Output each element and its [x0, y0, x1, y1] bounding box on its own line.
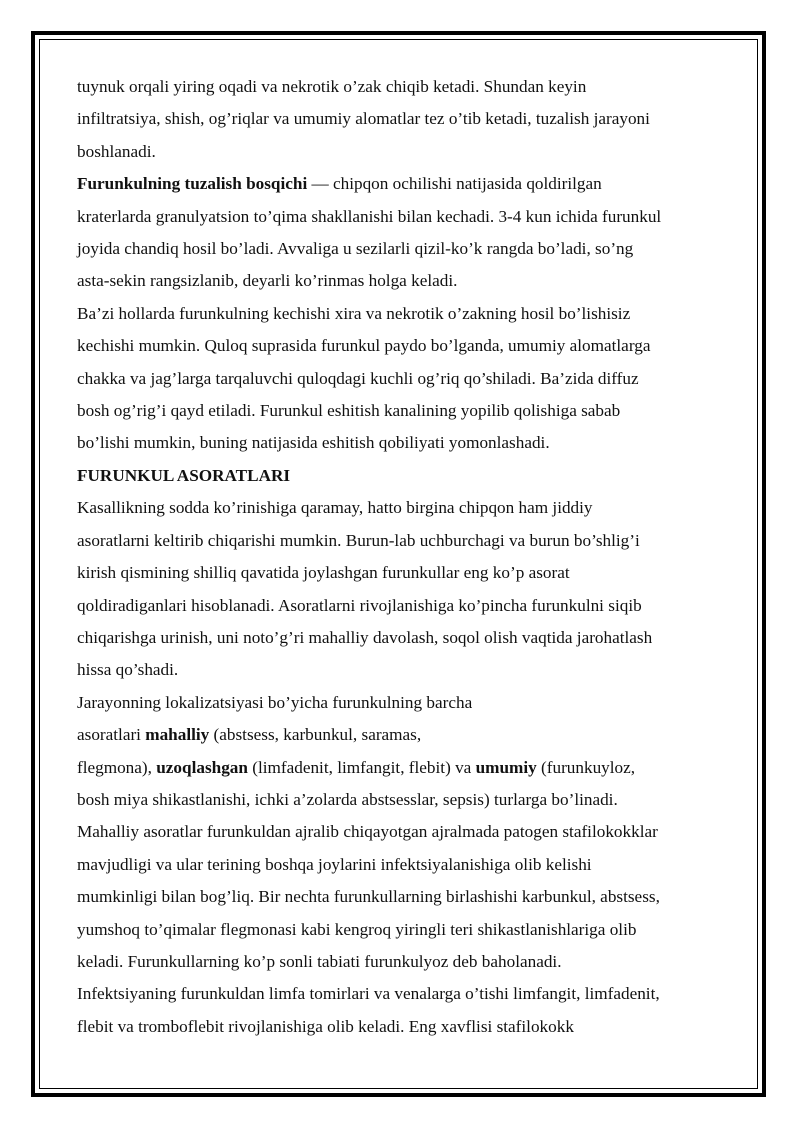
text-line: infiltratsiya, shish, og’riqlar va umumiy alomatlar tez o’tib ketadi, tuzalish jarayoni: [77, 109, 650, 129]
bold-term: uzoqlashgan: [156, 757, 248, 777]
text-line: flegmona),: [77, 757, 157, 777]
text-line: (limfadenit, limfangit, flebit) va: [247, 757, 476, 777]
text-line: tuynuk orqali yiring oqadi va nekrotik o’zak chiqib ketadi. Shundan keyin: [77, 77, 587, 96]
text-line: — chipqon ochilishi natijasida qoldirilgan: [307, 174, 602, 194]
text-line: asoratlari: [77, 725, 146, 745]
text-line: qoldiradiganlari hisoblanadi. Asoratlarni rivojlanishiga ko’pincha furunkulni siqib: [77, 595, 642, 615]
text-line: bosh og’rig’i qayd etiladi. Furunkul eshitish kanalining yopilib qolishiga sabab: [77, 401, 621, 421]
text-line: bo’lishi mumkin, buning natijasida eshitish qobiliyati yomonlashadi.: [77, 433, 550, 453]
text-line: (furunkuyloz,: [536, 757, 636, 777]
text-line: asta-sekin rangsizlanib, deyarli ko’rinmas holga keladi.: [77, 271, 458, 291]
text-line: bosh miya shikastlanishi, ichki a’zolarda abstsesslar, sepsis) turlarga bo’linadi.: [77, 789, 618, 809]
paragraph-local-complications: [77, 816, 747, 978]
text-line: Ba’zi hollarda furunkulning kechishi xira va nekrotik o’zakning hosil bo’lishisiz: [77, 303, 631, 323]
text-line: boshlanadi.: [77, 141, 156, 161]
text-line: joyida chandiq hosil bo’ladi. Avvaliga u sezilarli qizil-ko’k rangda bo’ladi, so’ng: [77, 239, 634, 259]
heading-text: FURUNKUL ASORATLARI: [77, 465, 291, 485]
bold-term: Furunkulning tuzalish bosqichi: [77, 174, 308, 194]
text-line: Jarayonning lokalizatsiyasi bo’yicha furunkulning barcha: [77, 692, 473, 712]
paragraph-complications-intro: [77, 492, 747, 686]
paragraph-infection-spread: [77, 978, 747, 1043]
text-line: hissa qo’shadi.: [77, 660, 179, 680]
text-line: mavjudligi va ular terining boshqa joylarini infektsiyalanishiga olib kelishi: [77, 854, 592, 874]
paragraph-healing-stage: [77, 168, 747, 298]
paragraph-classification: [77, 687, 747, 817]
text-line: chiqarishga urinish, uni noto’g’ri mahalliy davolash, soqol olish vaqtida jarohatlash: [77, 627, 653, 647]
text-line: kirish qismining shilliq qavatida joylashgan furunkullar eng ko’p asorat: [77, 563, 570, 583]
text-line: keladi. Furunkullarning ko’p sonli tabiati furunkulyoz deb baholanadi.: [77, 951, 562, 971]
text-line: (abstsess, karbunkul, saramas,: [209, 725, 422, 745]
text-line: flebit va tromboflebit rivojlanishiga olib keladi. Eng xavflisi stafilokokk: [77, 1016, 574, 1036]
paragraph-continuation: [77, 71, 747, 168]
text-line: kraterlarda granulyatsion to’qima shakllanishi bilan kechadi. 3-4 kun ichida furunkul: [77, 206, 662, 226]
text-line: Kasallikning sodda ko’rinishiga qaramay, hatto birgina chipqon ham jiddiy: [77, 498, 593, 518]
bold-term: mahalliy: [145, 725, 210, 745]
text-line: Mahalliy asoratlar furunkuldan ajralib chiqayotgan ajralmada patogen stafilokokklar: [77, 822, 658, 842]
text-line: yumshoq to’qimalar flegmonasi kabi kengroq yiringli teri shikastlanishlariga olib: [77, 919, 637, 939]
section-heading: [77, 460, 747, 492]
document-body: [77, 71, 747, 1043]
text-line: chakka va jag’larga tarqaluvchi quloqdagi kuchli og’riq qo’shiladi. Ba’zida diffuz: [77, 368, 639, 388]
paragraph-atypical-course: [77, 298, 747, 460]
text-line: kechishi mumkin. Quloq suprasida furunkul paydo bo’lganda, umumiy alomatlarga: [77, 336, 651, 356]
text-line: mumkinligi bilan bog’liq. Bir nechta furunkullarning birlashishi karbunkul, abstsess,: [77, 887, 660, 907]
text-line: Infektsiyaning furunkuldan limfa tomirlari va venalarga o’tishi limfangit, limfadenit,: [77, 984, 660, 1004]
bold-term: umumiy: [475, 757, 537, 777]
text-line: asoratlarni keltirib chiqarishi mumkin. Burun-lab uchburchagi va burun bo’shlig’i: [77, 530, 640, 550]
